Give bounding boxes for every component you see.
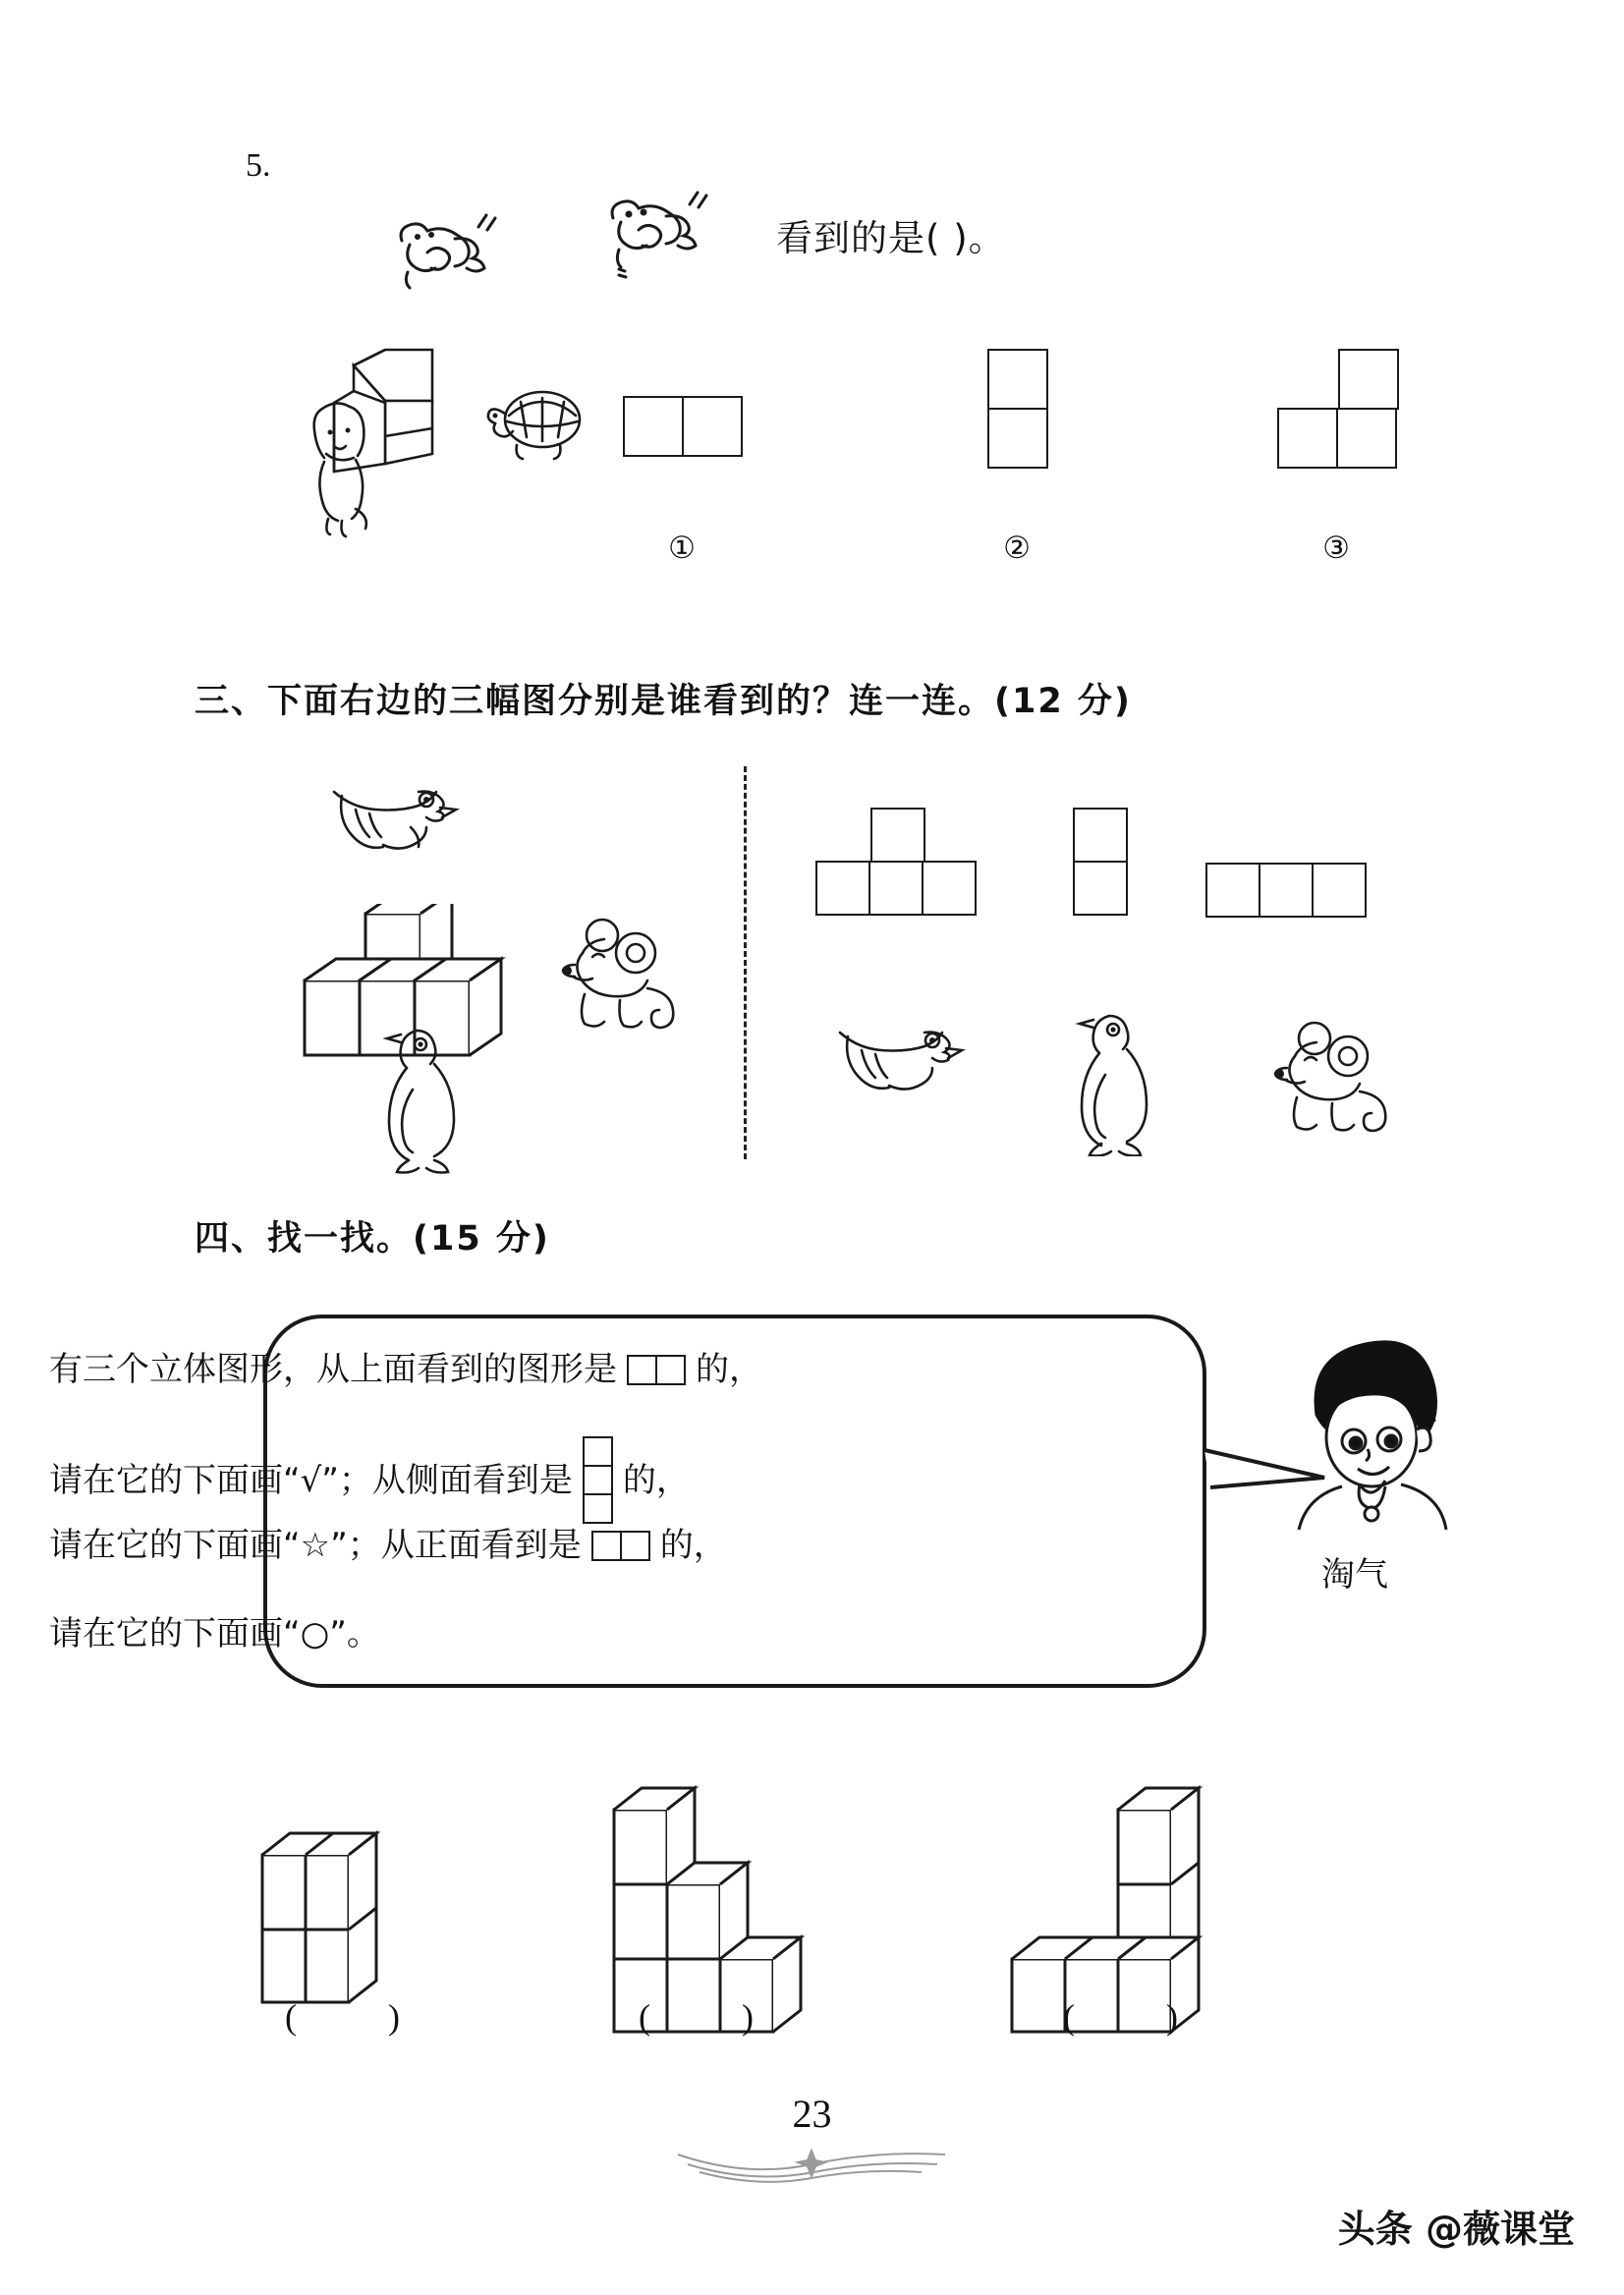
option-2-label: ②	[1003, 531, 1031, 565]
bird-icon	[599, 187, 717, 280]
turtle-icon	[481, 368, 599, 472]
section-3-divider	[744, 766, 747, 1159]
bubble-line-1-text: 有三个立体图形，从上面看到的图形是	[49, 1350, 617, 1389]
watermark-label: 头条 @薇课堂	[1337, 2208, 1575, 2251]
dog-icon	[295, 393, 413, 550]
inline-shape-three-vertical	[583, 1436, 613, 1524]
bubble-line-3	[49, 1526, 727, 1565]
mouse-icon	[545, 914, 702, 1051]
section3-shape-vertical	[1073, 808, 1128, 916]
bird-icon	[830, 1017, 978, 1120]
taoqi-name-label: 淘气	[1321, 1555, 1388, 1595]
footer-ornament-icon	[0, 2147, 1624, 2186]
penguin-icon	[1066, 1004, 1184, 1156]
option-3-label: ③	[1322, 531, 1350, 565]
page-number: 23	[792, 2092, 832, 2136]
penguin-icon	[373, 1017, 491, 1174]
bubble-line-2-text: 请在它的下面画“√”；从侧面看到是	[49, 1460, 573, 1500]
bird-icon	[324, 776, 472, 874]
bubble-line-4	[49, 1614, 380, 1653]
section-4-heading: 四、找一找。(15 分)	[195, 1219, 550, 1259]
option-1-shape	[623, 396, 743, 457]
option-3-shape	[1277, 349, 1399, 469]
solid-1-answer[interactable]: ( )	[285, 1997, 441, 2037]
option-2-shape	[987, 349, 1048, 469]
bubble-line-1-suffix: 的，	[696, 1350, 762, 1389]
taoqi-character-icon	[1277, 1321, 1464, 1567]
question-5-number: 5.	[246, 147, 271, 184]
bubble-line-4-text: 请在它的下面画“○”。	[49, 1614, 380, 1653]
bubble-line-2	[49, 1436, 690, 1524]
bubble-line-3-suffix: 的，	[659, 1526, 727, 1565]
question-5-stem: 看到的是( )。	[776, 217, 1006, 259]
solid-3-answer[interactable]: ( )	[1063, 1997, 1219, 2037]
bubble-line-2-suffix: 的，	[622, 1460, 690, 1500]
option-1-label: ①	[668, 531, 696, 565]
bubble-line-3-text: 请在它的下面画“☆”；从正面看到是	[49, 1526, 582, 1565]
section3-shape-horizontal	[1205, 863, 1367, 918]
inline-shape-two-horizontal	[591, 1531, 650, 1561]
solid-2-answer[interactable]: ( )	[639, 1997, 795, 2037]
section-3-heading: 三、下面右边的三幅图分别是谁看到的？连一连。(12 分)	[195, 682, 1132, 721]
bubble-line-1	[49, 1350, 762, 1389]
bird-icon	[388, 211, 506, 300]
section3-shape-t	[815, 808, 977, 916]
mouse-icon	[1258, 1017, 1415, 1154]
inline-shape-two-horizontal	[627, 1355, 686, 1385]
